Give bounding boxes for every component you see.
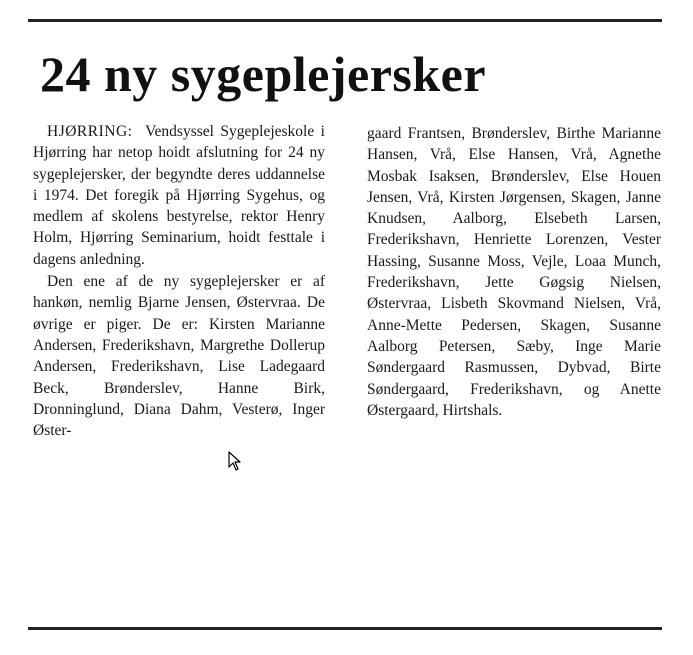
paragraph-intro (33, 121, 325, 270)
headline: 24 ny sygeplejersker (40, 46, 487, 102)
top-rule (28, 19, 662, 22)
paragraph-intro-text: Vendsyssel Sygeplejeskole i Hjørring har netop hoidt afslutning for 24 ny sygeplejersker, der begyndte deres uddannelse i 1974. Det foregik på Hjørring Sygehus, og medlem af skolens bestyrelse, rektor Henry Holm, Hjørring Seminarium, hoidt festtale i dagens anledning. (33, 123, 325, 268)
mouse-pointer-icon (228, 451, 242, 471)
column-right (367, 123, 661, 421)
bottom-rule (28, 627, 662, 630)
paragraph-graduates: Den ene af de ny sygeplejersker er af hankøn, nemlig Bjarne Jensen, Østervraa. De øvrige er piger. De er: Kirsten Marianne Andersen, Frederikshavn, Margrethe Dollerup Andersen, Frederikshavn, Lise Ladegaard Beck, Brønderslev, Hanne Birk, Dronninglund, Diana Dahm, Vesterø, Inger Øster- (33, 273, 325, 440)
paragraph-graduates-continued: gaard Frantsen, Brønderslev, Birthe Marianne Hansen, Vrå, Else Hansen, Vrå, Agnethe Mosbak Isaksen, Brønderslev, Else Houen Jensen, Vrå, Kirsten Jørgensen, Skagen, Janne Knudsen, Aalborg, Elsebeth Larsen, Frederikshavn, Henriette Lorenzen, Vester Hassing, Susanne Moss, Vejle, Loaa Munch, Frederikshavn, Jette Gøgsig Nielsen, Østervraa, Lisbeth Skovmand Nielsen, Vrå, Anne-Mette Pedersen, Skagen, Susanne Aalborg Petersen, Sæby, Inge Marie Søndergaard Rasmussen, Dybvad, Birte Søndergaard, Frederikshavn, og Anette Østergaard, Hirtshals. (367, 125, 661, 419)
column-left (33, 121, 325, 441)
dateline: HJØRRING: (47, 123, 133, 140)
